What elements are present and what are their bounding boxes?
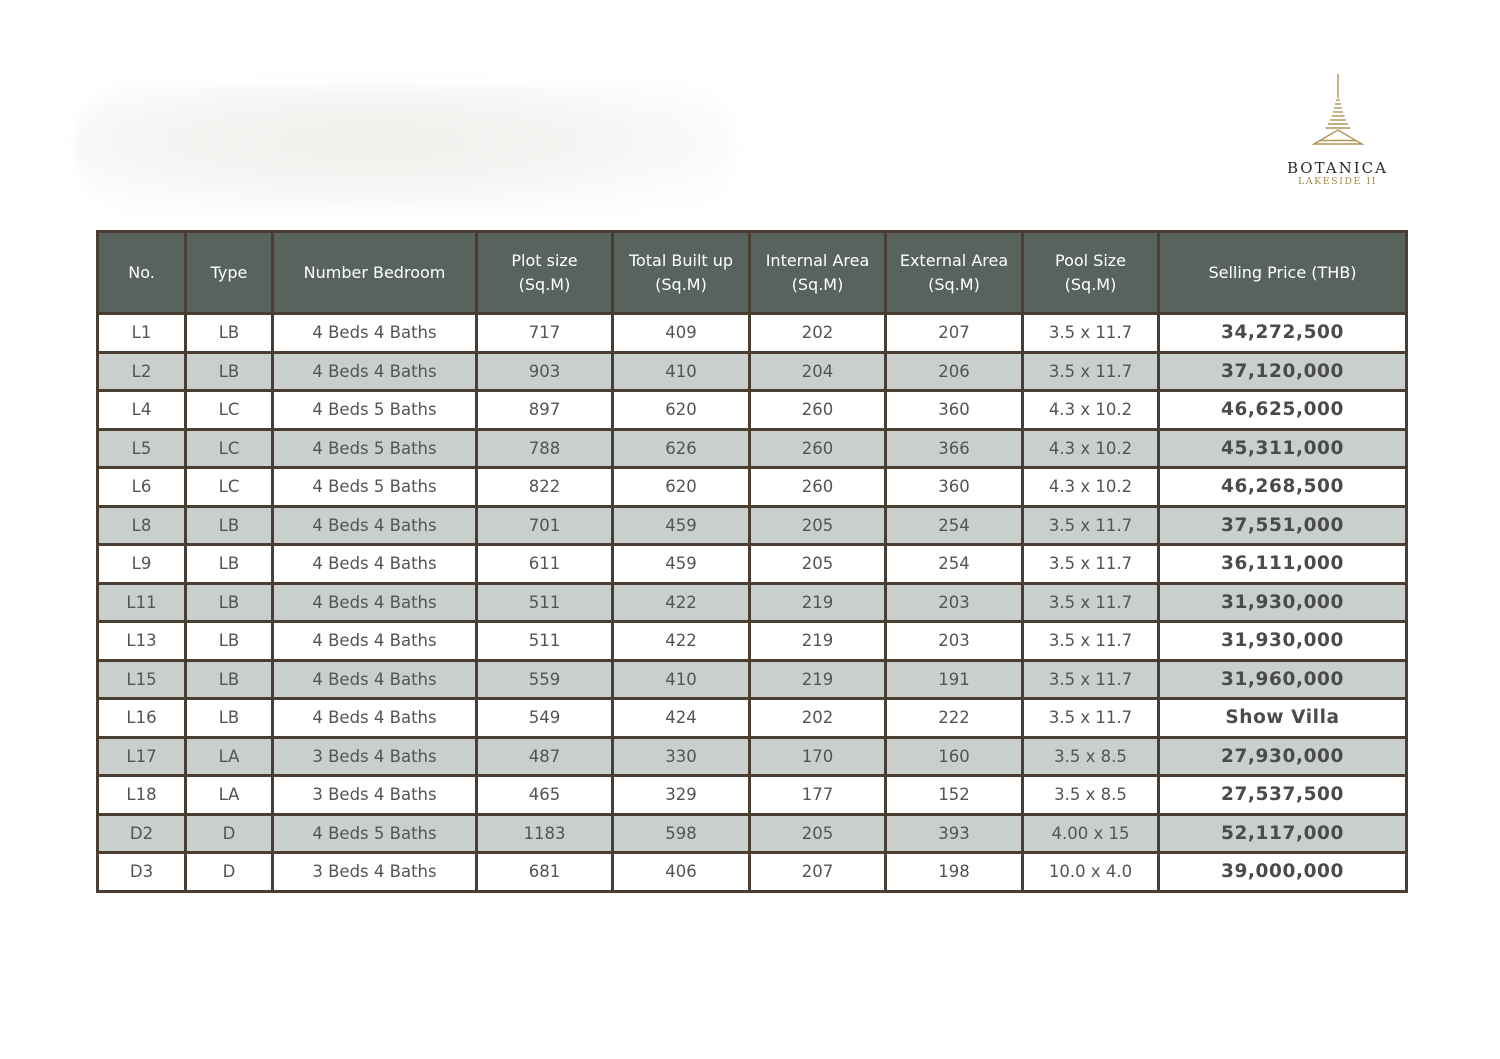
cell-bedroom: 3 Beds 4 Baths <box>273 737 477 776</box>
cell-no: L18 <box>98 776 186 815</box>
cell-total-built-up: 598 <box>613 814 750 853</box>
cell-no: D2 <box>98 814 186 853</box>
cell-pool-size: 3.5 x 11.7 <box>1023 699 1159 738</box>
table-body <box>98 314 1407 892</box>
table-row <box>98 352 1407 391</box>
cell-selling-price: 31,930,000 <box>1159 583 1407 622</box>
cell-pool-size: 4.3 x 10.2 <box>1023 391 1159 430</box>
cell-total-built-up: 422 <box>613 622 750 661</box>
cell-internal-area: 202 <box>750 699 886 738</box>
cell-total-built-up: 422 <box>613 583 750 622</box>
cell-external-area: 222 <box>886 699 1023 738</box>
cell-no: L1 <box>98 314 186 353</box>
pagoda-icon <box>1306 72 1370 148</box>
cell-pool-size: 4.3 x 10.2 <box>1023 468 1159 507</box>
cell-selling-price: Show Villa <box>1159 699 1407 738</box>
cell-total-built-up: 410 <box>613 660 750 699</box>
cell-selling-price: 27,537,500 <box>1159 776 1407 815</box>
cell-total-built-up: 406 <box>613 853 750 892</box>
cell-internal-area: 202 <box>750 314 886 353</box>
cell-internal-area: 207 <box>750 853 886 892</box>
cell-selling-price: 39,000,000 <box>1159 853 1407 892</box>
table-row <box>98 506 1407 545</box>
cell-bedroom: 4 Beds 4 Baths <box>273 352 477 391</box>
cell-type: LB <box>186 622 273 661</box>
header-unit: (Sq.M) <box>518 274 571 294</box>
header-unit: (Sq.M) <box>791 274 844 294</box>
header-col-pool-size <box>1023 232 1159 314</box>
cell-plot-size: 788 <box>477 429 613 468</box>
cell-external-area: 360 <box>886 391 1023 430</box>
cell-external-area: 198 <box>886 853 1023 892</box>
cell-bedroom: 4 Beds 4 Baths <box>273 545 477 584</box>
header-unit: (Sq.M) <box>655 274 707 294</box>
cell-selling-price: 52,117,000 <box>1159 814 1407 853</box>
cell-selling-price: 45,311,000 <box>1159 429 1407 468</box>
cell-total-built-up: 620 <box>613 391 750 430</box>
header-label: Number Bedroom <box>303 262 446 282</box>
table-row <box>98 468 1407 507</box>
table-row <box>98 776 1407 815</box>
cell-plot-size: 611 <box>477 545 613 584</box>
cell-no: L9 <box>98 545 186 584</box>
cell-type: D <box>186 814 273 853</box>
cell-bedroom: 4 Beds 5 Baths <box>273 814 477 853</box>
cell-internal-area: 177 <box>750 776 886 815</box>
cell-external-area: 160 <box>886 737 1023 776</box>
cell-internal-area: 260 <box>750 391 886 430</box>
cell-plot-size: 681 <box>477 853 613 892</box>
cell-internal-area: 205 <box>750 814 886 853</box>
cell-selling-price: 31,930,000 <box>1159 622 1407 661</box>
cell-pool-size: 3.5 x 8.5 <box>1023 776 1159 815</box>
cell-selling-price: 46,268,500 <box>1159 468 1407 507</box>
table-row <box>98 814 1407 853</box>
cell-selling-price: 37,551,000 <box>1159 506 1407 545</box>
cell-type: LA <box>186 776 273 815</box>
cell-bedroom: 4 Beds 4 Baths <box>273 622 477 661</box>
cell-plot-size: 465 <box>477 776 613 815</box>
cell-pool-size: 3.5 x 11.7 <box>1023 506 1159 545</box>
header-col-selling-price <box>1159 232 1407 314</box>
cell-external-area: 206 <box>886 352 1023 391</box>
cell-type: LB <box>186 545 273 584</box>
cell-selling-price: 36,111,000 <box>1159 545 1407 584</box>
cell-no: L2 <box>98 352 186 391</box>
cell-no: L6 <box>98 468 186 507</box>
cell-pool-size: 3.5 x 11.7 <box>1023 545 1159 584</box>
cell-type: LA <box>186 737 273 776</box>
header-col-external-area <box>886 232 1023 314</box>
cell-selling-price: 31,960,000 <box>1159 660 1407 699</box>
cell-plot-size: 559 <box>477 660 613 699</box>
cell-pool-size: 10.0 x 4.0 <box>1023 853 1159 892</box>
cell-type: LC <box>186 391 273 430</box>
cell-external-area: 207 <box>886 314 1023 353</box>
cell-pool-size: 3.5 x 11.7 <box>1023 314 1159 353</box>
logo-subtitle: LAKESIDE II <box>1297 176 1378 187</box>
cell-bedroom: 4 Beds 4 Baths <box>273 314 477 353</box>
header-label: No. <box>128 262 155 282</box>
cell-plot-size: 701 <box>477 506 613 545</box>
cell-plot-size: 549 <box>477 699 613 738</box>
cell-type: D <box>186 853 273 892</box>
cell-selling-price: 46,625,000 <box>1159 391 1407 430</box>
cell-pool-size: 3.5 x 11.7 <box>1023 622 1159 661</box>
cell-total-built-up: 626 <box>613 429 750 468</box>
cell-internal-area: 219 <box>750 622 886 661</box>
cell-selling-price: 37,120,000 <box>1159 352 1407 391</box>
header-col-plot-size <box>477 232 613 314</box>
cell-total-built-up: 410 <box>613 352 750 391</box>
table-row <box>98 583 1407 622</box>
header-col-no <box>98 232 186 314</box>
cell-external-area: 254 <box>886 506 1023 545</box>
header-label: Pool Size <box>1054 250 1127 270</box>
table-header-row <box>98 232 1407 314</box>
table-row <box>98 660 1407 699</box>
cell-total-built-up: 330 <box>613 737 750 776</box>
table-row <box>98 622 1407 661</box>
cell-selling-price: 34,272,500 <box>1159 314 1407 353</box>
header-label: Selling Price (THB) <box>1208 262 1357 282</box>
cell-plot-size: 487 <box>477 737 613 776</box>
cell-external-area: 152 <box>886 776 1023 815</box>
cell-external-area: 366 <box>886 429 1023 468</box>
cell-no: L17 <box>98 737 186 776</box>
cell-type: LB <box>186 314 273 353</box>
cell-type: LB <box>186 660 273 699</box>
header-col-total-built-up <box>613 232 750 314</box>
blurred-header-text <box>75 85 735 210</box>
cell-bedroom: 4 Beds 5 Baths <box>273 468 477 507</box>
cell-no: L15 <box>98 660 186 699</box>
table-row <box>98 853 1407 892</box>
cell-bedroom: 4 Beds 4 Baths <box>273 583 477 622</box>
header-label: Plot size <box>511 250 578 270</box>
cell-plot-size: 511 <box>477 622 613 661</box>
cell-external-area: 254 <box>886 545 1023 584</box>
cell-type: LC <box>186 468 273 507</box>
cell-pool-size: 3.5 x 11.7 <box>1023 660 1159 699</box>
cell-bedroom: 4 Beds 5 Baths <box>273 391 477 430</box>
cell-no: D3 <box>98 853 186 892</box>
cell-bedroom: 3 Beds 4 Baths <box>273 853 477 892</box>
cell-total-built-up: 424 <box>613 699 750 738</box>
cell-selling-price: 27,930,000 <box>1159 737 1407 776</box>
header-col-internal-area <box>750 232 886 314</box>
cell-internal-area: 205 <box>750 545 886 584</box>
logo-name: BOTANICA <box>1287 159 1388 177</box>
cell-internal-area: 205 <box>750 506 886 545</box>
table-row <box>98 699 1407 738</box>
cell-no: L5 <box>98 429 186 468</box>
header-label: External Area <box>899 250 1009 270</box>
cell-pool-size: 4.00 x 15 <box>1023 814 1159 853</box>
table-row <box>98 737 1407 776</box>
cell-no: L4 <box>98 391 186 430</box>
cell-type: LB <box>186 699 273 738</box>
cell-internal-area: 204 <box>750 352 886 391</box>
cell-no: L13 <box>98 622 186 661</box>
table-row <box>98 545 1407 584</box>
table-row <box>98 391 1407 430</box>
table-row <box>98 429 1407 468</box>
cell-internal-area: 170 <box>750 737 886 776</box>
cell-pool-size: 4.3 x 10.2 <box>1023 429 1159 468</box>
cell-internal-area: 219 <box>750 583 886 622</box>
cell-no: L16 <box>98 699 186 738</box>
price-table <box>96 230 1408 893</box>
cell-type: LB <box>186 583 273 622</box>
cell-plot-size: 903 <box>477 352 613 391</box>
cell-pool-size: 3.5 x 11.7 <box>1023 583 1159 622</box>
cell-type: LC <box>186 429 273 468</box>
cell-total-built-up: 459 <box>613 545 750 584</box>
header-label: Type <box>210 262 248 282</box>
header-label: Total Built up <box>628 250 734 270</box>
cell-total-built-up: 459 <box>613 506 750 545</box>
header-label: Internal Area <box>765 250 870 270</box>
header-unit: (Sq.M) <box>928 274 980 294</box>
cell-external-area: 393 <box>886 814 1023 853</box>
table-row <box>98 314 1407 353</box>
cell-bedroom: 4 Beds 5 Baths <box>273 429 477 468</box>
cell-type: LB <box>186 506 273 545</box>
cell-bedroom: 4 Beds 4 Baths <box>273 699 477 738</box>
cell-total-built-up: 620 <box>613 468 750 507</box>
botanica-logo <box>1270 72 1405 202</box>
cell-internal-area: 260 <box>750 429 886 468</box>
header-col-type <box>186 232 273 314</box>
cell-type: LB <box>186 352 273 391</box>
cell-bedroom: 4 Beds 4 Baths <box>273 660 477 699</box>
header-col-bedroom <box>273 232 477 314</box>
cell-plot-size: 822 <box>477 468 613 507</box>
cell-internal-area: 260 <box>750 468 886 507</box>
cell-plot-size: 511 <box>477 583 613 622</box>
cell-plot-size: 897 <box>477 391 613 430</box>
cell-plot-size: 1183 <box>477 814 613 853</box>
cell-internal-area: 219 <box>750 660 886 699</box>
cell-external-area: 360 <box>886 468 1023 507</box>
cell-total-built-up: 409 <box>613 314 750 353</box>
cell-no: L11 <box>98 583 186 622</box>
header-unit: (Sq.M) <box>1064 274 1117 294</box>
cell-bedroom: 4 Beds 4 Baths <box>273 506 477 545</box>
cell-external-area: 191 <box>886 660 1023 699</box>
cell-plot-size: 717 <box>477 314 613 353</box>
cell-pool-size: 3.5 x 11.7 <box>1023 352 1159 391</box>
cell-external-area: 203 <box>886 622 1023 661</box>
cell-total-built-up: 329 <box>613 776 750 815</box>
cell-pool-size: 3.5 x 8.5 <box>1023 737 1159 776</box>
cell-bedroom: 3 Beds 4 Baths <box>273 776 477 815</box>
cell-no: L8 <box>98 506 186 545</box>
cell-external-area: 203 <box>886 583 1023 622</box>
